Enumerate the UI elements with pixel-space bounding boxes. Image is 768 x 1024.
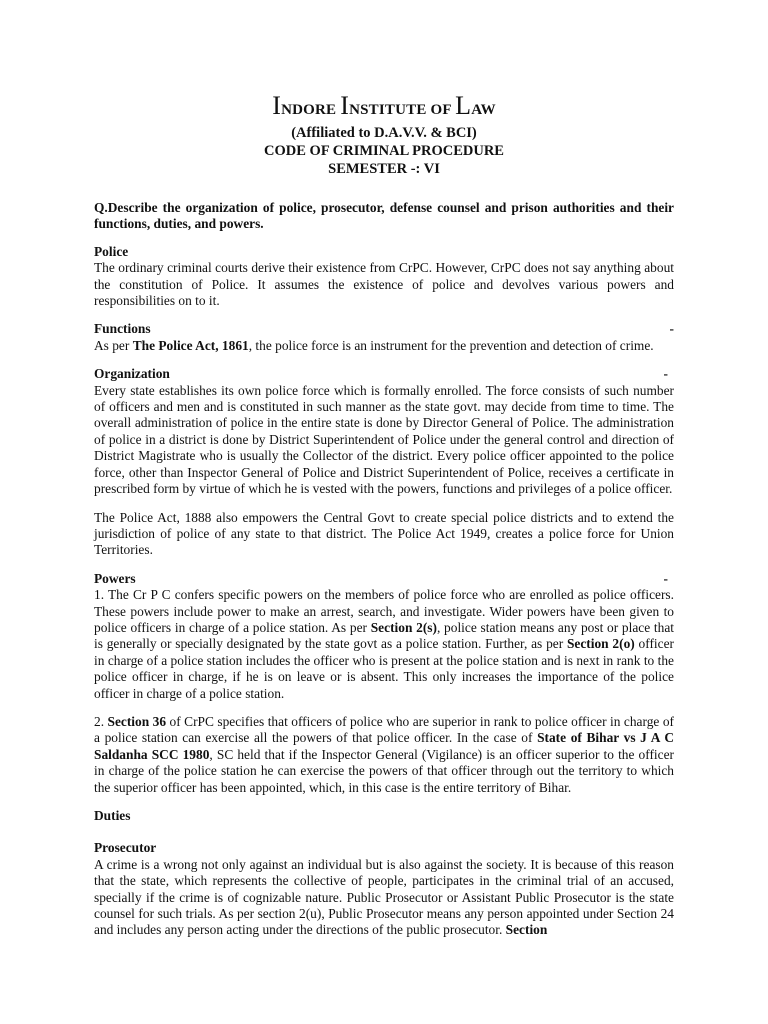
powers-paragraph-1: 1. The Cr P C confers specific powers on the members of police force who are enrolled as police officers. These powers include power to make an arrest, search, and investigate. Wider powers have been given to police officers in charge of a police station. As per Section 2(s), police station means any post or place that is generally or specially designated by the state govt as a police station. Further, as per Section 2(o) officer in charge of a police station includes the officer who is present at the police station and is next in rank to the police officer in charge, if he is on leave or is absent. This only increases the importance of the police officer in charge of a police station. [94, 587, 674, 701]
organization-paragraph-2: The Police Act, 1888 also empowers the Central Govt to create special police districts and to extend the jurisdiction of police of any state to that district. The Police Act 1949, creates a police force for Union Territories. [94, 509, 674, 558]
powers-heading-row [94, 571, 674, 587]
functions-dash: - [669, 321, 674, 337]
duties-heading: Duties [94, 808, 131, 823]
affiliation-line: (Affiliated to D.A.V.V. & BCI) [291, 125, 477, 141]
police-heading: Police [94, 243, 129, 259]
question: Q.Describe the organization of police, prosecutor, defense counsel and prison authorities and their functions, duties, and powers. [94, 200, 674, 232]
functions-heading: Functions [94, 321, 151, 337]
functions-heading-row [94, 321, 674, 337]
powers-paragraph-2: 2. Section 36 of CrPC specifies that officers of police who are superior in rank to police officer in charge of a police station can exercise all the powers of that police officer. In the case of State of Bihar vs J A C Saldanha SCC 1980, SC held that if the Inspector General (Vigilance) is an officer superior to the officer in charge of the police station he can exercise the powers of that officer through out the territory to which the superior officer has been appointed, which, in this case is the entire territory of Bihar. [94, 713, 674, 795]
police-paragraph: The ordinary criminal courts derive their existence from CrPC. However, CrPC does not say anything about the constitution of Police. It assumes the existence of police and devolves various powers and responsibilities on to it. [94, 260, 674, 309]
organization-paragraph-1: Every state establishes its own police force which is formally enrolled. The force consists of such number of officers and men and is constituted in such manner as the state govt. may decide from time to time. The overall administration of police in the entire state is done by Director General of Police. The administration of police in a district is done by District Superintendent of Police under the general control and direction of District Magistrate who is usually the Collector of the district. Every police officer appointed to the police force, other than Inspector General of Police and District Superintendent of Police, receives a certificate in prescribed form by virtue of which he is vested with the powers, functions and privileges of a police officer. [94, 382, 674, 497]
semester-line: SEMESTER -: VI [328, 161, 440, 177]
organization-heading: Organization [94, 366, 170, 382]
institute-title: INDORE INSTITUTE OF LAW [272, 91, 496, 120]
organization-heading-row [94, 366, 674, 382]
powers-dash: - [663, 570, 668, 586]
powers-heading: Powers [94, 570, 136, 586]
organization-dash: - [663, 366, 668, 382]
functions-paragraph: As per The Police Act, 1861, the police force is an instrument for the prevention and detection of crime. [94, 337, 654, 353]
course-line: CODE OF CRIMINAL PROCEDURE [264, 143, 504, 159]
prosecutor-heading: Prosecutor [94, 840, 157, 856]
document-header [94, 92, 674, 178]
prosecutor-paragraph: A crime is a wrong not only against an individual but is also against the society. It is because of this reason that the state, which represents the collective of people, participates in the criminal trial of an accused, specially if the crime is of cognizable nature. Public Prosecutor or Assistant Public Prosecutor is the state counsel for such trials. As per section 2(u), Public Prosecutor means any person appointed under Section 24 and includes any person acting under the directions of the public prosecutor. Section [94, 856, 674, 938]
